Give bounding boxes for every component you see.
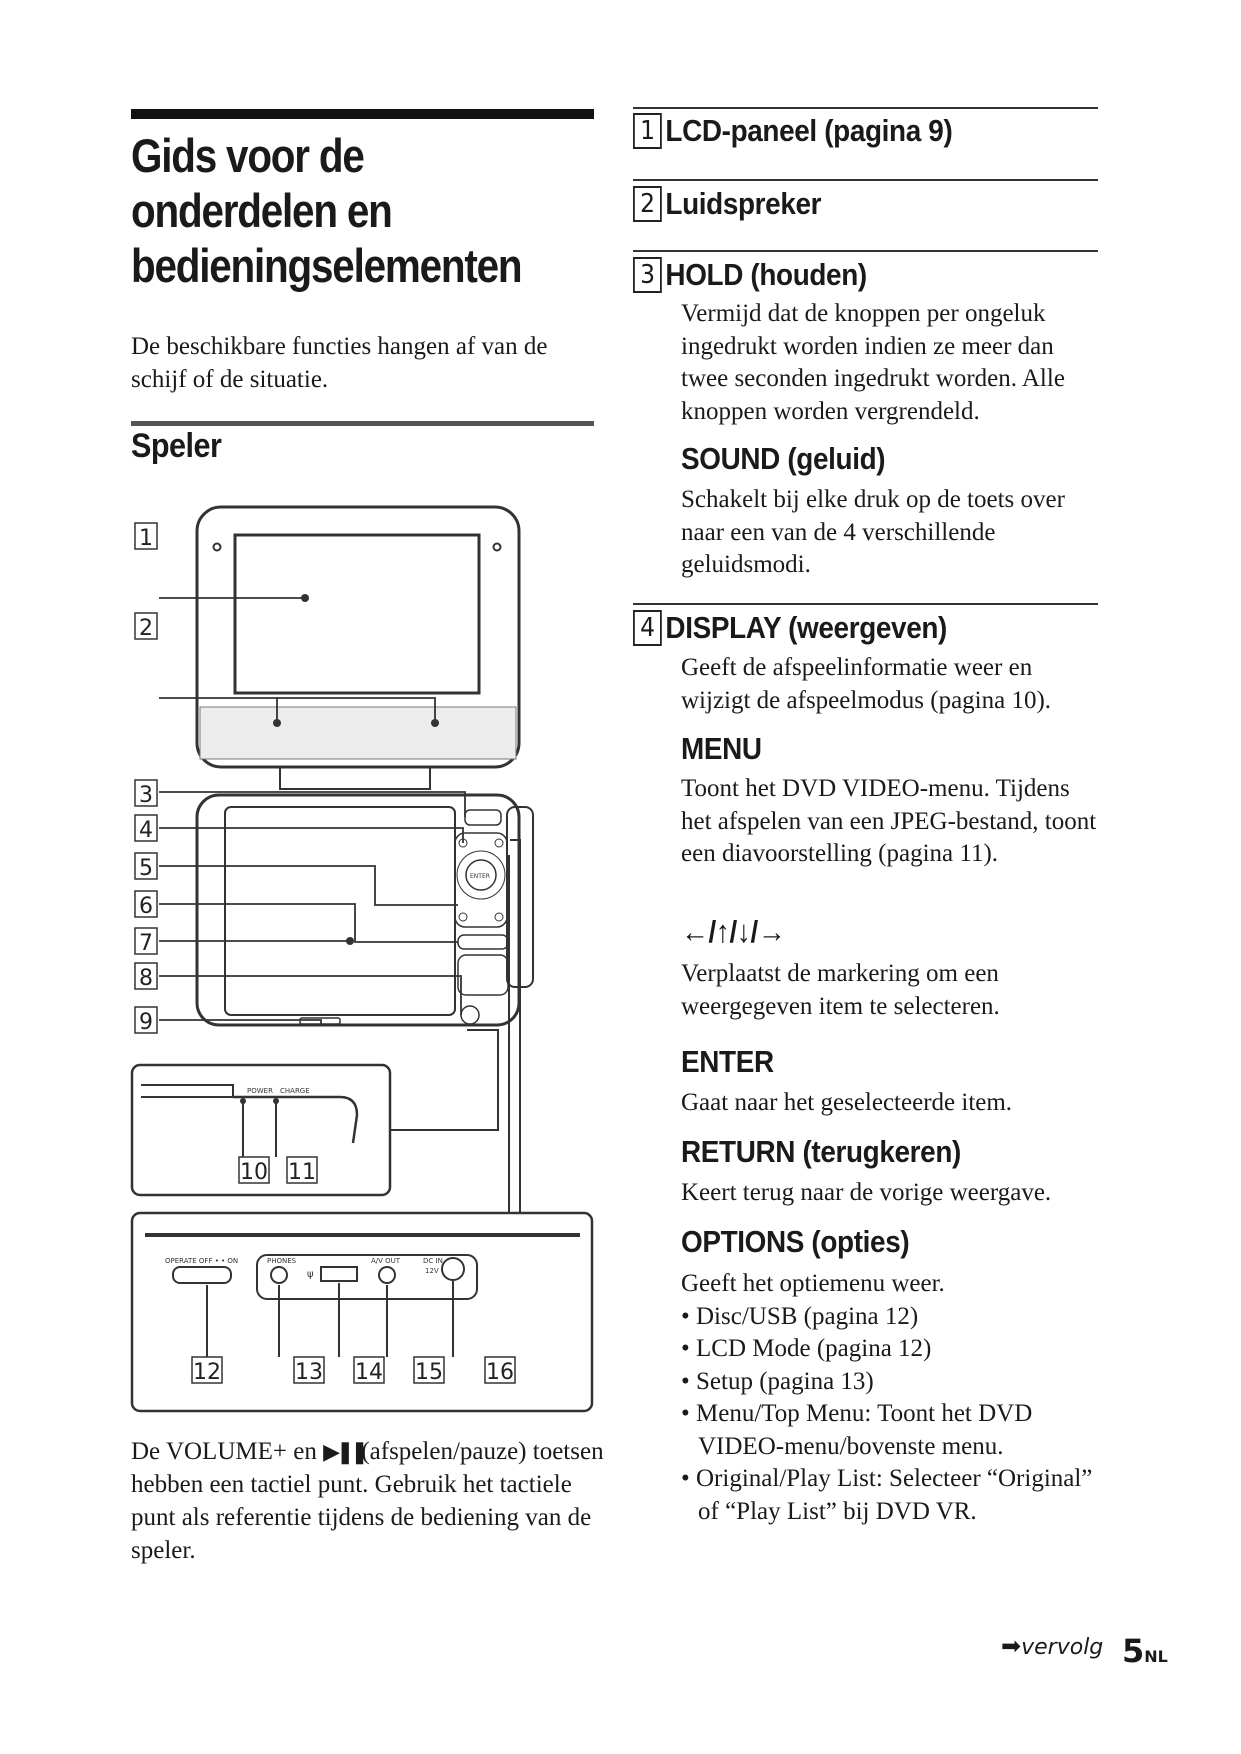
- intro-text: De beschikbare functies hangen af van de schijf of de situatie.: [131, 333, 548, 393]
- continued-marker: [1001, 1632, 1103, 1660]
- leader-6: [159, 904, 458, 942]
- options-list: [681, 1301, 1106, 1529]
- callout-label: 4: [139, 818, 153, 843]
- speaker-grille: [200, 707, 516, 759]
- list-item: • Disc/USB (pagina 12): [681, 1302, 919, 1330]
- leader-4: [159, 828, 463, 843]
- item-rule: [633, 107, 1098, 109]
- play-buttons: [458, 955, 508, 995]
- item-number: 3: [633, 257, 662, 293]
- item-title: LCD-paneel (pagina 9): [665, 113, 953, 148]
- callout-label: 1: [139, 526, 153, 551]
- options-button: [495, 913, 503, 921]
- callout-label: 5: [139, 856, 153, 881]
- item-title: DISPLAY (weergeven): [665, 610, 947, 645]
- callout-label: 6: [139, 894, 153, 919]
- page-title-line: onderdelen en: [131, 184, 392, 237]
- page-title-line: Gids voor de: [131, 129, 364, 182]
- charge-dot: [273, 1098, 279, 1104]
- options-description: [681, 1268, 1106, 1528]
- item-title: Luidspreker: [665, 186, 822, 221]
- phones-label: PHONES: [267, 1257, 297, 1265]
- dc-in-jack: [442, 1258, 464, 1280]
- sound-heading: SOUND (geluid): [681, 441, 886, 476]
- charge-label: CHARGE: [280, 1087, 310, 1095]
- options-heading: OPTIONS (opties): [681, 1224, 910, 1259]
- return-button: [459, 913, 467, 921]
- note-text: De VOLUME+ en: [131, 1438, 317, 1465]
- leader-5: [159, 866, 458, 905]
- item-rule: [633, 603, 1098, 605]
- player-diagram: [125, 495, 605, 1415]
- list-item: • Setup (pagina 13): [681, 1367, 874, 1395]
- menu-description: Toont het DVD VIDEO-menu. Tijdens het afspelen van een JPEG-bestand, toont een diavoorstelling (pagina 11).: [681, 775, 1097, 867]
- leader-lines: [159, 598, 465, 1025]
- operate-label: OPERATE OFF • • ON: [165, 1257, 239, 1265]
- continued-label: vervolg: [1021, 1635, 1104, 1660]
- phones-jack: [271, 1267, 287, 1283]
- callout-label: 3: [139, 783, 153, 808]
- ir-sensor: [300, 1018, 340, 1024]
- callout-label: 16: [486, 1360, 514, 1385]
- item-rule: [633, 250, 1098, 252]
- display-description: Geeft de afspeelinformatie weer en wijzigt de afspeelmodus (pagina 10).: [681, 654, 1052, 714]
- arrows-heading: ←/↑/↓/→: [681, 914, 786, 949]
- callout-label: 13: [295, 1360, 323, 1385]
- hold-button: [465, 810, 501, 825]
- item-rule: [633, 179, 1098, 181]
- item-lcd-panel: [633, 113, 952, 149]
- sound-description: Schakelt bij elke druk op de toets over naar een van de 4 verschillende geluidsmodi.: [681, 486, 1065, 578]
- menu-button: [495, 839, 503, 847]
- av-out-label: A/V OUT: [371, 1257, 401, 1265]
- volume-button: [458, 935, 508, 949]
- enter-label: ENTER: [470, 873, 490, 880]
- item-title: HOLD (houden): [665, 257, 867, 292]
- callout-label: 12: [193, 1360, 221, 1385]
- speaker-dot: [273, 719, 281, 727]
- dc-in-label: DC IN: [423, 1257, 443, 1265]
- av-out-jack: [379, 1267, 395, 1283]
- callout-label: 11: [288, 1160, 316, 1185]
- usb-label: ψ: [307, 1269, 314, 1280]
- disc-lid: [225, 807, 455, 1015]
- page-title: [131, 128, 535, 293]
- zoom-link-1: [391, 1030, 498, 1130]
- heading-rule: [131, 109, 594, 119]
- enter-heading: ENTER: [681, 1044, 774, 1079]
- lcd-screen: [235, 535, 479, 693]
- open-button: [461, 1006, 479, 1024]
- page-number-value: 5: [1122, 1632, 1145, 1670]
- hinge-dot: [214, 544, 221, 551]
- callout-label: 9: [139, 1010, 153, 1035]
- disc-dot: [346, 937, 354, 945]
- item-display: [633, 610, 947, 646]
- language-code: NL: [1144, 1647, 1168, 1666]
- speaker-dot: [431, 719, 439, 727]
- item-hold: [633, 257, 867, 293]
- enter-description: Gaat naar het geselecteerde item.: [681, 1089, 1013, 1116]
- callout-label: 2: [139, 616, 153, 641]
- options-intro: Geeft het optiemenu weer.: [681, 1270, 945, 1297]
- hold-description: Vermijd dat de knoppen per ongeluk ingedrukt worden indien ze meer dan twee seconden ingedrukt worden. Alle knoppen worden vergrendeld.: [681, 300, 1065, 425]
- usb-port: [321, 1267, 357, 1281]
- dc-volt-label: 12V: [425, 1267, 439, 1275]
- panel-edge: [233, 1097, 357, 1143]
- item-speaker: [633, 186, 821, 222]
- arrows-description: Verplaatst de markering om een weergegeven item te selecteren.: [681, 960, 1000, 1020]
- callout-label: 14: [355, 1360, 383, 1385]
- play-pause-icon: ▶❚❚: [323, 1439, 365, 1464]
- hinge-dot: [494, 544, 501, 551]
- note-text: (afspelen/pauze) toetsen hebben een tactiel punt. Gebruik het tactiele punt als referentie tijdens de bediening van de speler.: [131, 1438, 604, 1564]
- return-description: Keert terug naar de vorige weergave.: [681, 1179, 1052, 1206]
- section-title: Speler: [131, 427, 222, 465]
- callout-label: 7: [139, 931, 153, 956]
- lcd-dot: [301, 594, 309, 602]
- return-heading: RETURN (terugkeren): [681, 1134, 961, 1169]
- menu-heading: MENU: [681, 731, 762, 766]
- list-item: • LCD Mode (pagina 12): [681, 1335, 932, 1362]
- leader-8: [159, 976, 461, 1015]
- item-number: 4: [633, 610, 662, 646]
- list-item: • Menu/Top Menu: Toont het DVD VIDEO-menu/bovenste menu.: [681, 1400, 1033, 1460]
- callout-label: 10: [240, 1160, 268, 1185]
- page-number: [1122, 1632, 1168, 1670]
- hinge-block: [280, 767, 430, 789]
- power-label: POWER: [247, 1087, 273, 1095]
- tactile-note: [131, 1435, 606, 1567]
- callout-label: 8: [139, 966, 153, 991]
- page-title-line: bedieningselementen: [131, 239, 522, 292]
- item-number: 1: [633, 113, 662, 149]
- player-body: [197, 795, 519, 1025]
- item-number: 2: [633, 186, 662, 222]
- arrow-right-icon: ➡: [1001, 1632, 1022, 1660]
- power-dot: [240, 1098, 246, 1104]
- operate-switch: [173, 1267, 231, 1283]
- disc-slot: [141, 1085, 233, 1097]
- section-rule: [131, 421, 594, 426]
- callout-label: 15: [415, 1360, 443, 1385]
- list-item: • Original/Play List: Selecteer “Original” of “Play List” bij DVD VR.: [681, 1465, 1093, 1525]
